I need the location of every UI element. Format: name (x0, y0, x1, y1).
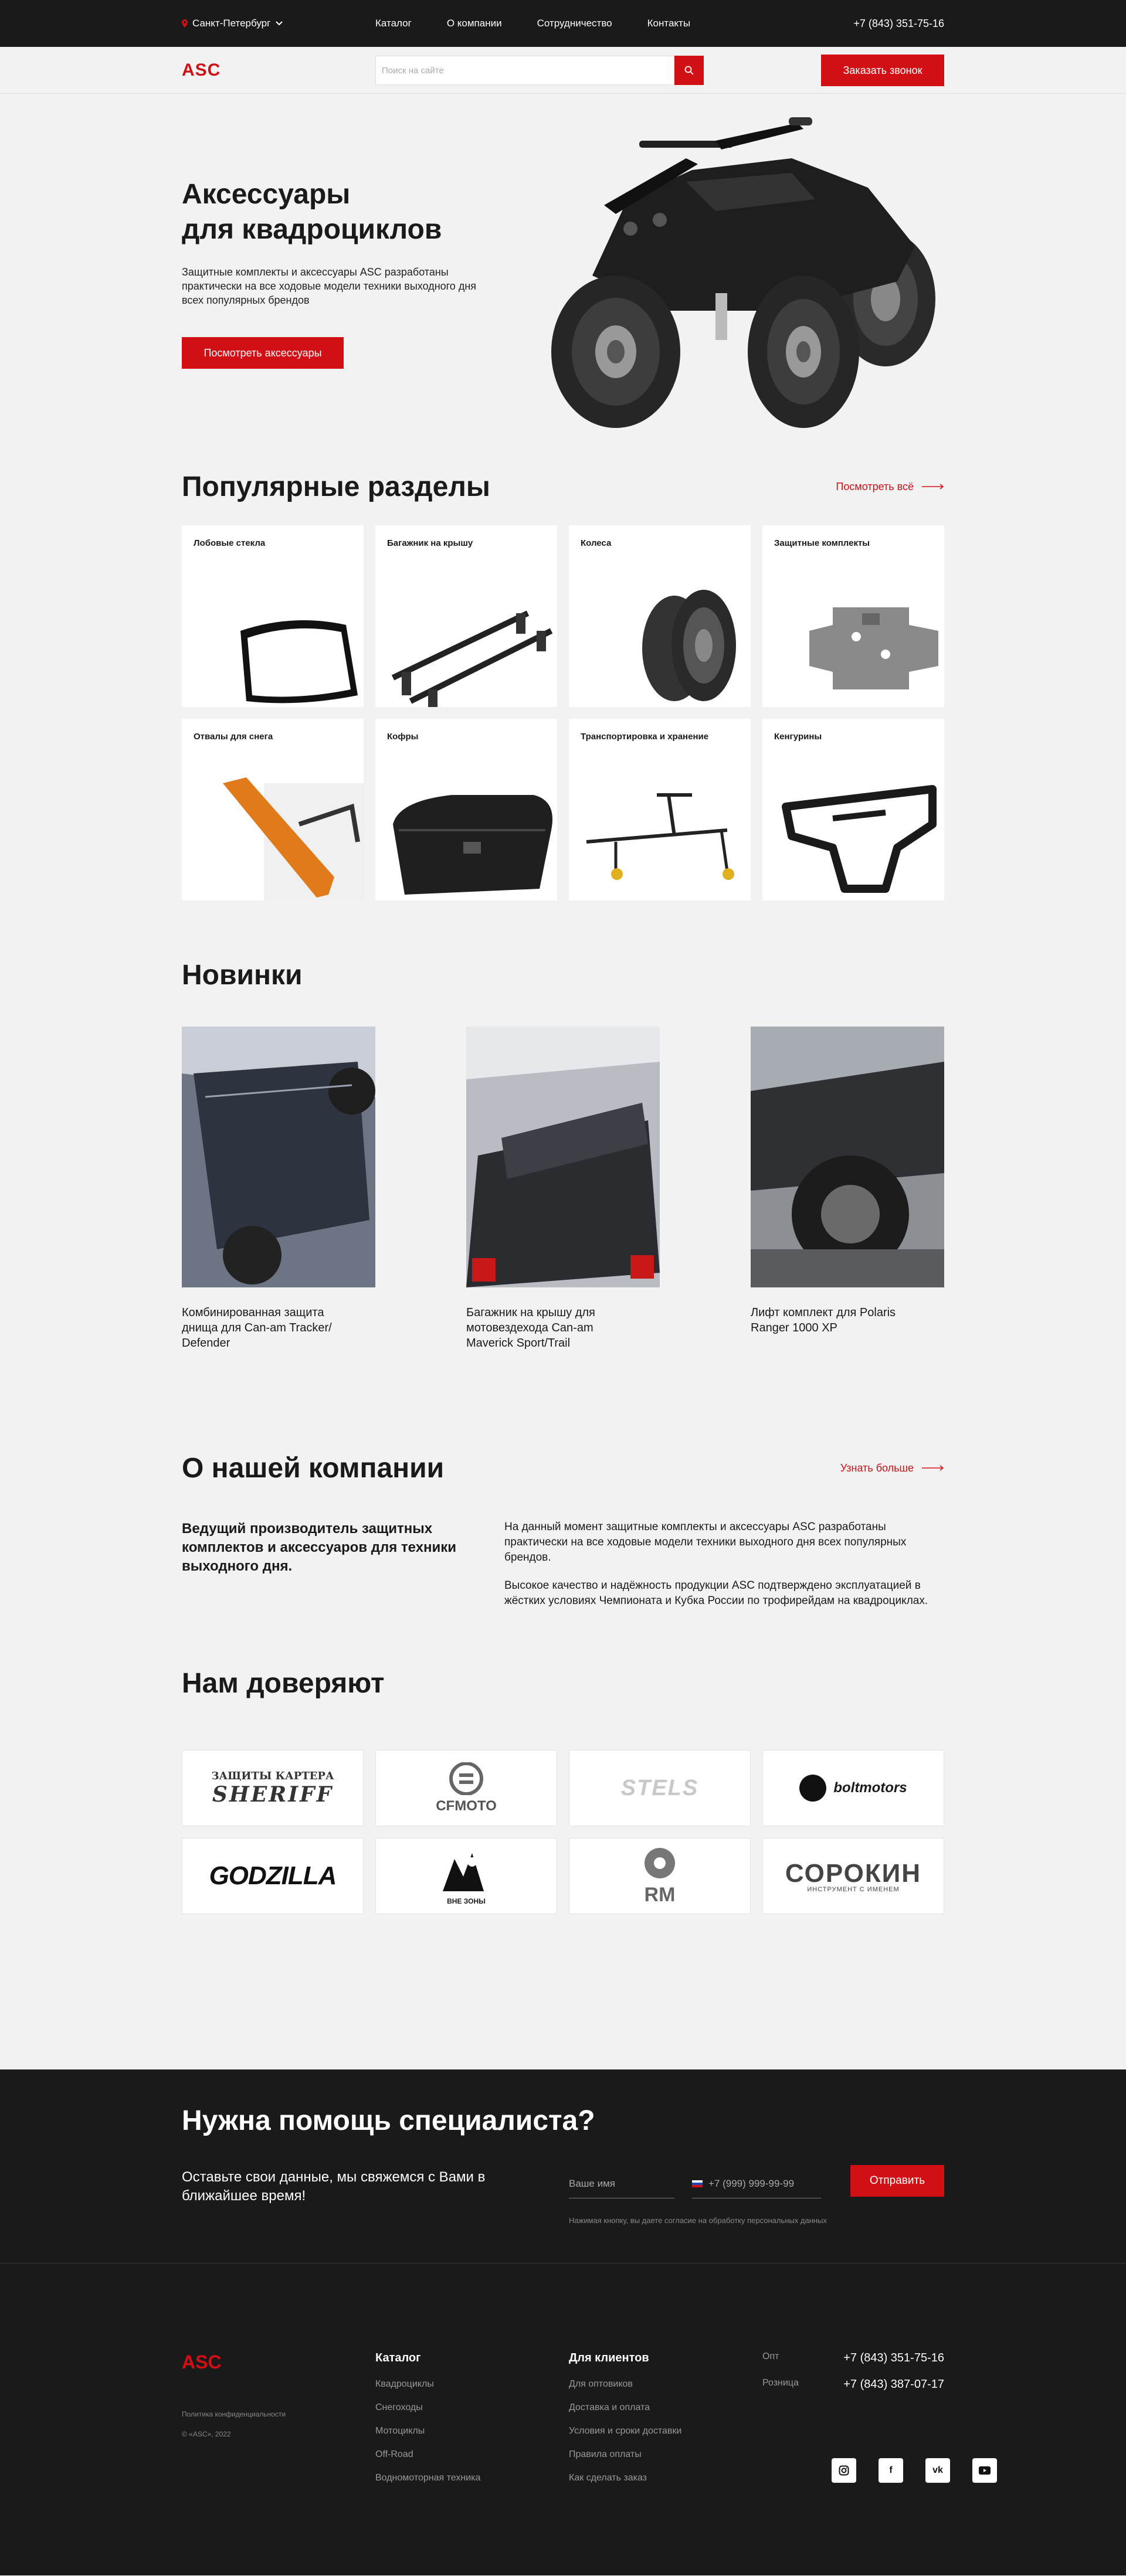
about-paragraph: Высокое качество и надёжность продукции ASC подтверждено эксплуатацией в жёстких условиях Чемпионата и Кубка России по трофирейдам на квадроциклах. (504, 1579, 928, 1607)
about-paragraph: На данный момент защитные комплекты и аксессуары ASC разработаны практически на все ходовые модели техники выходного дня всех популярных брендов. (504, 1521, 907, 1564)
news-caption: Багажник на крышу для мотовездехода Can-am Maverick Sport/Trail (466, 1306, 595, 1350)
footer-link[interactable]: Off-Road (375, 2449, 413, 2459)
top-nav (375, 18, 853, 29)
news-photo (466, 1027, 660, 1287)
partner-sheriff[interactable]: ЗАЩИТЫ КАРТЕРА SHERIFF (182, 1750, 364, 1826)
footer-link[interactable]: Как сделать заказ (569, 2473, 647, 2483)
category-transport-storage[interactable]: Транспортировка и хранение (569, 719, 751, 900)
youtube-icon[interactable] (972, 2458, 997, 2483)
rm-logo-icon (639, 1846, 680, 1881)
partners-section (182, 1667, 944, 1914)
view-accessories-button[interactable]: Посмотреть аксессуары (182, 337, 344, 369)
news-photo (751, 1027, 944, 1287)
location-pin-icon (182, 19, 188, 28)
topbar (0, 0, 1126, 47)
nav-cooperation[interactable]: Сотрудничество (537, 18, 612, 29)
footer-link[interactable]: Доставка и оплата (569, 2402, 650, 2412)
hero-text: Защитные комплекты и аксессуары ASC разработаны практически на все ходовые модели техники выходного дня всех популярных брендов (182, 266, 477, 306)
search-button[interactable] (674, 56, 704, 85)
category-bumpers[interactable]: Кенгурины (762, 719, 944, 900)
search-input[interactable]: Поиск на сайте (375, 56, 674, 85)
city-name: Санкт-Петербург (192, 18, 271, 29)
top-phone[interactable]: +7 (843) 351-75-16 (853, 17, 944, 29)
retail-phone[interactable]: +7 (843) 387-07-17 (843, 2378, 944, 2391)
partners-title: Нам доверяют (182, 1668, 385, 1699)
send-button[interactable]: Отправить (850, 2165, 944, 2197)
about-title: О нашей компании (182, 1452, 445, 1484)
category-cases[interactable]: Кофры (375, 719, 557, 900)
hero-title: Аксессуары для квадроциклов (182, 179, 442, 245)
city-selector[interactable] (182, 18, 375, 29)
wheels-image (616, 572, 751, 707)
partner-godzilla[interactable]: GODZILLA (182, 1838, 364, 1914)
consent-text: Нажимая кнопку, вы даете согласие на обработку персональных данных (569, 2216, 827, 2225)
footer-phones: Опт +7 (843) 351-75-16 Розница +7 (843) 387-07-17 (762, 2351, 944, 2391)
news-title: Новинки (182, 960, 303, 991)
partner-rm[interactable]: RM (569, 1838, 751, 1914)
vk-icon[interactable]: vk (925, 2458, 950, 2483)
footer-link[interactable]: Квадроциклы (375, 2379, 434, 2389)
help-section (0, 2069, 1126, 2263)
footer (0, 2263, 1126, 2575)
partner-boltmotors[interactable]: boltmotors (762, 1750, 944, 1826)
category-snow-plows[interactable]: Отвалы для снега (182, 719, 364, 900)
social-links (832, 2458, 997, 2483)
protection-kit-image (792, 572, 944, 707)
footer-logo[interactable]: ASC (182, 2351, 222, 2373)
instagram-icon[interactable] (832, 2458, 856, 2483)
footer-link[interactable]: Правила оплаты (569, 2449, 642, 2459)
search-bar (375, 56, 704, 85)
footer-link[interactable]: Снегоходы (375, 2402, 423, 2412)
header (0, 47, 1126, 94)
learn-more-link[interactable]: Узнать больше (840, 1462, 944, 1474)
transport-image (575, 772, 751, 900)
boltmotors-logo-icon (799, 1775, 826, 1802)
popular-section (182, 469, 944, 900)
chevron-down-icon (275, 18, 283, 29)
footer-link[interactable]: Мотоциклы (375, 2426, 425, 2436)
roof-rack-image (381, 590, 557, 707)
order-call-button[interactable]: Заказать звонок (821, 55, 944, 86)
nav-catalog[interactable]: Каталог (375, 18, 412, 29)
facebook-icon[interactable]: f (879, 2458, 903, 2483)
news-caption: Лифт комплект для Polaris Ranger 1000 XP (751, 1306, 896, 1334)
news-caption: Комбинированная защита днища для Can-am Tracker/ Defender (182, 1306, 332, 1350)
view-all-link[interactable]: Посмотреть всё (836, 481, 944, 493)
atv-image (540, 117, 950, 446)
news-photo (182, 1027, 375, 1287)
help-subtitle: Оставьте свои данные, мы свяжемся с Вами в ближайшее время! (182, 2169, 486, 2204)
category-roof-rack[interactable]: Багажник на крышу (375, 525, 557, 707)
windshield-image (205, 607, 364, 707)
vnezony-logo-icon (437, 1847, 496, 1894)
help-title: Нужна помощь специалиста? (182, 2105, 595, 2136)
case-image (381, 772, 557, 900)
footer-link[interactable]: Условия и сроки доставки (569, 2426, 682, 2436)
russia-flag-icon (692, 2180, 703, 2187)
news-section (182, 959, 944, 1351)
footer-link[interactable]: Водномоторная техника (375, 2473, 481, 2483)
nav-about[interactable]: О компании (446, 18, 502, 29)
logo[interactable]: ASC (182, 60, 221, 80)
category-wheels[interactable]: Колеса (569, 525, 751, 707)
about-lead: Ведущий производитель защитных комплектов и аксессуаров для техники выходного дня. (182, 1521, 457, 1574)
category-protection-kits[interactable]: Защитные комплекты (762, 525, 944, 707)
footer-clients: Для клиентов Для оптовиков Доставка и оплата Условия и сроки доставки Правила оплаты Как сделать заказ (569, 2351, 682, 2483)
footer-catalog: Каталог Квадроциклы Снегоходы Мотоциклы Off-Road Водномоторная техника (375, 2351, 481, 2483)
arrow-right-icon (922, 484, 944, 490)
footer-link[interactable]: Для оптовиков (569, 2379, 633, 2389)
partner-vnezony[interactable]: ВНЕ ЗОНЫ (375, 1838, 557, 1914)
arrow-right-icon (922, 1465, 944, 1471)
news-card[interactable] (751, 1027, 944, 1351)
bumper-image (768, 772, 944, 900)
nav-contacts[interactable]: Контакты (647, 18, 691, 29)
popular-title: Популярные разделы (182, 471, 490, 502)
copyright: © «ASC», 2022 (182, 2430, 231, 2438)
partner-stels[interactable]: STELS (569, 1750, 751, 1826)
search-icon (684, 66, 694, 75)
partner-cfmoto[interactable]: CFMOTO (375, 1750, 557, 1826)
phone-input[interactable]: +7 (999) 999-99-99 (692, 2169, 821, 2198)
cfmoto-logo-icon (449, 1762, 484, 1795)
hero (0, 94, 1126, 469)
category-windshields[interactable]: Лобовые стекла (182, 525, 364, 707)
privacy-link[interactable]: Политика конфиденциальности (182, 2410, 286, 2418)
news-card[interactable] (466, 1027, 660, 1351)
about-section (182, 1450, 944, 1609)
news-card[interactable] (182, 1027, 375, 1351)
partner-sorokin[interactable]: СОРОКИН ИНСТРУМЕНТ С ИМЕНЕМ (762, 1838, 944, 1914)
snow-plow-image (211, 772, 364, 900)
wholesale-phone[interactable]: +7 (843) 351-75-16 (843, 2351, 944, 2364)
name-input[interactable]: Ваше имя (569, 2169, 674, 2198)
